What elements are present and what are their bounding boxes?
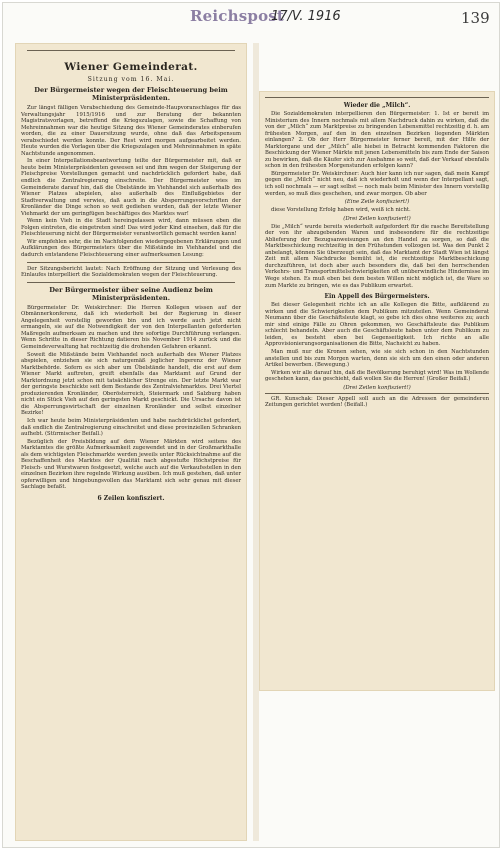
divider — [27, 50, 235, 51]
paragraph: diese Vorstellung Erfolg haben wird, weiß ich nicht. — [271, 207, 411, 214]
paragraph: Zur längst fälligen Verabschiedung des Gemeinde-Haupvoranschlages für das Verwaltungsjahr 1915/1916 und zur Beratung der bekannten Magistratsvorlagen, betreffend die Kriegszulagen, sowie die Schaffung von Mehreinnahmen war die heutige Sitzung des Wiener Gemeinderates einberufen worden, die zu einer Dauersitzung wurde, ohne daß das Arbeitspensum verabschiedet werden konnte. Der Rest wird morgen aufgearbeitet werden. Heute wurden die Vorlagen über die Kriegszulagen und Mehreinnahmen in späte Nachtstunde angenommen. — [21, 105, 241, 157]
paragraph: Ich war heute beim Ministerpräsidenten und habe nachdrücklichst gefordert, daß endlich die Zentralregierung einschreitet und diese provinziellen Schranken aufhebt. (Stürmischer Beifall.) — [21, 417, 241, 438]
left-clipping — [15, 43, 247, 841]
divider — [27, 282, 235, 283]
divider — [265, 97, 489, 98]
confiscated-note: (Eine Zeile konfisziert!) — [344, 199, 410, 206]
confiscated-note: 6 Zeilen konfisziert. — [97, 494, 165, 502]
section-heading: Wieder die „Milch“. — [343, 102, 411, 109]
page-number: 139 — [461, 9, 490, 27]
confiscated-note: (Drei Zeilen konfisziert!) — [343, 215, 411, 222]
paragraph: Bürgermeister Dr. Weiskirchner: Auch hier kann ich nur sagen, daß mein Kampf gegen die „Milch“ nicht neu, daß ich wiederholt und wenn der Interpellant sagt, ich soll nochmals — er sagt selbst — noch mals beim Minister des Innern vorstellig werden, so muß dies geschehen, und zwar morgen. Ob aber — [265, 170, 489, 197]
paragraph: Wenn kein Vieh in die Stadt hereingelassen wird, dann müssen eben die Folgen eintreten, die eingetreten sind! Das wird jeder Kind einsehen, daß für die Fleischteuerung nicht der Bürgermeister verantwortlich gemacht werden kann! — [21, 218, 241, 238]
confiscated-note: (Drei Zeilen konfisziert!) — [343, 384, 411, 391]
paragraph: Bezüglich der Preisbildung auf dem Wiener Märkten wird seitens des Marktamtes die größte Aufmerksamkeit zugewendet und in der Großmarkthalle als dem wichtigsten Fleischmarkte werden jeweils unter Rücksichtnahme auf die Beschaffenheit des Marktes der Qualität nach abgestufte Höchstpreise für Fleisch- und Wurstwaren festgesetzt, welche auch auf die Verkaufsstellen in den einzelnen Bezirken ihre regelnde Wirkung ausüben. Ich muß gestehen, daß unter opferwilligen und hingebungsvollen das Marktamt sich sehr genau mit dieser Sachlage befaßt. — [21, 438, 241, 491]
paragraph: Der Sitzungsbericht lautet: Nach Eröffnung der Sitzung und Verlesung des Einlaufes interpelliert die Sozialdemokraten wegen der Fleischteuerung. — [21, 265, 241, 279]
paragraph: Die Sozialdemokraten interpellieren den Bürgermeister: 1. Ist er bereit im Ministerium des Innern nochmals mit allem Nachdruck dahin zu wirken, daß die von der „Milch“ zum Marktpreise zu bringenden Lebensmittel rechtzeitig d. h. am frühesten Morgen, auf den in den einzelnen Bezirken liegenden Märkten einlangen? 2. Ob der Herr Bürgermeister ferner bereit, mit der Hilfe der Marktorgane und der „Milch“ alle hiebei in Betracht kommenden Faktoren die Beschickung der Wiener Märkte mit jenen Lebensmitteln bis zum Ende der Saison zu bewirken, daß die Käufer sich zur Ausbahme so weit, daß der Verkauf ebenfalls schon in den frühesten Morgenstunden erfolgen kann? — [265, 111, 489, 170]
paragraph: Bei dieser Gelegenheit richte ich an alle Kollegen die Bitte, aufklärend zu wirken und die Schwierigkeiten dem Publikum mitzuteilen. Wenn Gemeinderat Neumann über die Geschäftsleute klagt, so gebe ich dies ohne weiteres zu; auch mir sind einige Fälle zu Ohren gekommen, wo Geschäftsleute das Publikum schlecht behandeln. Aber auch die Geschäftsleute haben unter dem Publikum zu leiden, es besteht eben bei Gegenseitigkeit. Ich richte an alle Approvisionierungsorganisationen die Bitte, Nachsicht zu haben. — [265, 302, 489, 348]
section-heading: Der Bürgermeister über seine Audienz beim Ministerpräsidenten. — [49, 285, 213, 302]
newspaper-stamp: Reichspost — [190, 7, 285, 25]
scan-page — [2, 2, 500, 848]
paragraph: In einer Interpellationsbeantwortung teilte der Bürgermeister mit, daß er heute beim Ministerpräsidenten gewesen sei und ihm wegen der Steigerung der Fleischpreise Vorstellungen gemacht und nachdrücklich gefordert habe, daß endlich die Zentralregierung einschreite. Der Bürgermeister wies im Gemeinderate darauf hin, daß die Übelstände im Viehhandel sich außerhalb des Wiener Platzes abspielen, also außerhalb des Einflußgebietes der Stadtverwaltung und verwies, daß auch in die Absperrungsvorschriften der Kronländer die Dinge schon so weit gediehen wurden, daß der letzte Wiener Viehmarkt der um geringfügen beschäftiges des Marktes war! — [21, 158, 241, 217]
paragraph: GR. Kunschak: Dieser Appell soll auch an die Adressen der gemeinderen Zeitungen gerichtet werden! (Beifall.) — [265, 395, 489, 409]
paragraph: Bürgermeister Dr. Weiskirchner: Die Herren Kollegen wissen auf der Obmännerkonferenz, daß ich wiederholt bei der Regierung in dieser Angelegenheit vorstellig geworden bin und ich werde auch jetzt nicht ermangeln, sie auf die Notwendigkeit der von den Interpellanten geforderten Maßregeln aufmerksam zu machen und ihre sofortige Durchführung verlangen. Wenn Schritte in dieser Richtung datieren bis November 1914 zurück und die Gemeindeverwaltung hat rechtzeitig die drohenden Gefahren erkannt. — [21, 304, 241, 350]
handwritten-date: 17/V. 1916 — [271, 9, 341, 24]
paragraph: Man muß nur die Kronen sehen, wie sie sich schon in den Nachtstunden anstellen und bis zum Morgen warten, denn sie sich um den einen oder anderen Artikel bewerben. (Bewegung.) — [265, 348, 489, 369]
divider — [265, 393, 489, 394]
section-heading: Ein Appell des Bürgermeisters. — [324, 293, 430, 301]
paragraph: Soweit die Mißstände beim Viehhandel noch außerhalb des Wiener Platzes abspielen, entziehen sie sich naturgemäß jeglicher Ingerenz der Wiener Marktbehörde. Sofern es sich aber um Übelstände handelt, die erst auf dem Wiener Markt auftreten, greift ebenfalls das Marktamt auf Grund der Marktordnung jetzt schon mit tatsächlicher Strenge ein. Der letzte Markt war der geringste beschickte seit dem Bestande des Zentralviehmarktes. Drei Viertel produzierenden Kronländer, Oberösterreich, Steiermark und Salzburg haben nicht ein Stück Vieh auf den geringsten Markt geschickt. Die Ursache davon ist die Absperrungswirtschaft der einzelnen Kronländer und selbst einzelner Bezirke! — [21, 351, 241, 417]
paragraph: Wir empfehlen sehr, die im Nachfolgenden wiedergegebenen Erklärungen und Aufklärungen des Bürgermeisters über die Mißstände im Viehhandel und die dadurch entstandene Fleischteuerung einer aufmerksamen Lesung: — [21, 238, 241, 259]
article-title: Wiener Gemeinderat. — [64, 61, 198, 73]
paragraph: Die „Milch“ wurde bereits wiederholt aufgefordert für die rasche Bereitstellung der von ihr abzugebenden Waren und insbesondere für die rechtzeitige Ablieferung der Bezugsanweisungen an den Handel zu sorgen, so daß die Marktbeschickung rechtzeitig in den Frühstunden vollzogen ist. Was den Punkt 2 anbelangt, können Sie überzeugt sein, daß das Marktamt der Stadt Wien ist längst Zeit mit allem Nachdrucke bemüht ist, die rechtzeitige Marktbeschickung durchzuführen, ist doch aber auch besonders die, daß bei den herrschenden Verkehrs- und Transportmittelschwierigkeiten oft unüberwindliche Hindernisse im Wege stehen. Es muß eben bei dem besten Willen nicht möglich ist, die Ware so zum Markte zu bringen, wie es das Publikum erwartet. — [265, 223, 489, 289]
session-date: Sitzung vom 16. Mai. — [87, 76, 175, 83]
divider — [27, 262, 235, 263]
paragraph: Wirken wir alle darauf hin, daß die Bevölkerung beruhigt wird! Was im Wollende geschehen kann, das geschieht, daß wollen Sie die Herren! (Großer Beifall.) — [265, 369, 489, 383]
section-heading: Der Bürgermeister wegen der Fleischteuerung beim Ministerpräsidenten. — [34, 86, 228, 102]
right-clipping — [259, 91, 495, 691]
